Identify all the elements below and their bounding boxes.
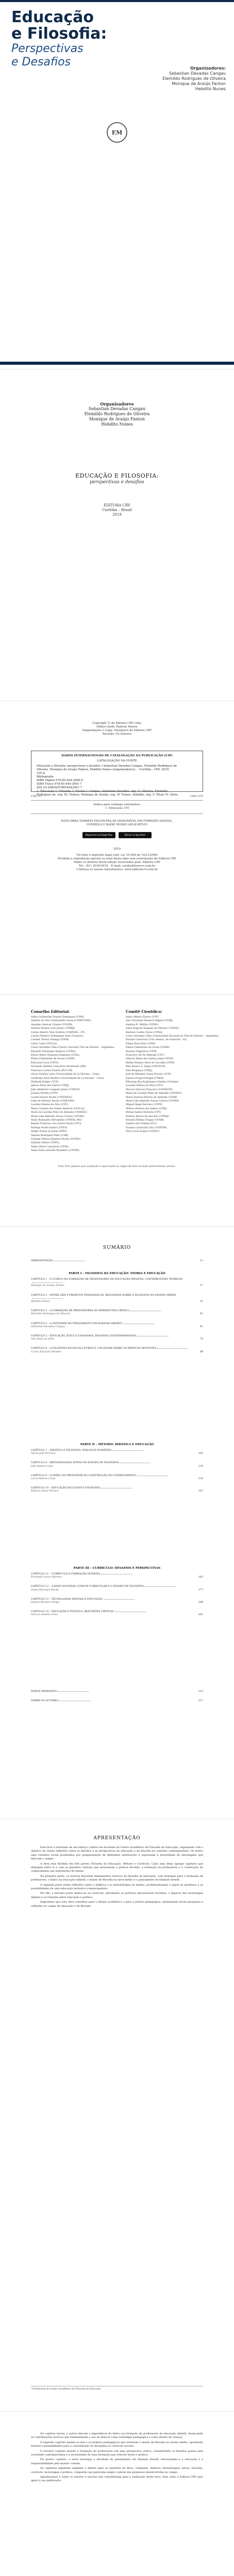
editorial-board-member: Gloria Fariñas León (Universidade de La Havana – Cuba) xyxy=(31,1073,100,1076)
toc-entry-title: CAPÍTULO 7 – DIDÁTICA E FILOSOFIA: DIÁLOGOS POSSÍVEIS xyxy=(31,1449,112,1452)
paragraph: Os capítulos seguintes ampliam o debate para as questões de ética, cidadania, didática, metodologias ativas, inclusão, currículo, tecnologias e política, compondo um panorama amplo e plural das pesquisas desenvolvidas no campo. xyxy=(31,2467,203,2474)
app-note: CONHEÇA E BAIXE NOSSO APLICATIVO! xyxy=(86,823,148,826)
scientific-committee-member: Inês Bragança (UERJ) xyxy=(126,1069,153,1072)
scientific-committee-member: Gláucia Maria dos Santos Jorge (UFOP) xyxy=(126,1058,174,1061)
editorial-board-member: Tania Suely Azevedo Brasileiro (UFOPA) xyxy=(31,1149,79,1153)
editorial-board-member: Josania Portela (UFPI) xyxy=(31,1092,58,1095)
toc-entry[interactable] xyxy=(31,1335,203,1341)
scientific-committee-member: Vera Lucia Gaspar (UDESC) xyxy=(126,1130,160,1133)
scientific-committee-member: Míguel Ángel Barreiro (UFPR) xyxy=(126,1104,162,1107)
toc-entry-page: 61 xyxy=(199,1325,203,1328)
toc-entry-title: CAPÍTULO 14 – EDUCAÇÃO E POLÍTICA: REFLEXÕES CRÍTICAS xyxy=(31,1611,114,1614)
scientific-committee-member: Anna Augusta Sampaio de Oliveira (UNESP) xyxy=(126,1027,179,1030)
scientific-committee-member: Mônica Pereira dos Santos (UFRJ) xyxy=(126,1107,167,1110)
store-badges xyxy=(82,832,152,838)
scientific-committee-list xyxy=(126,1015,219,1134)
toc-entry-page: 119 xyxy=(198,1465,203,1468)
toc-entry-page: 47 xyxy=(199,1313,203,1316)
paragraph: Na primeira parte, os autores discutem fundamentos teóricos da filosofia da educação, com destaque para a formação de professores, o lúdico na educação infantil, o ensino de filosofia no nível médio e o pensamento de Hannah Arendt. xyxy=(31,1874,203,1882)
editorial-board-member: Carlos Alberto Vilar Estêvão (UMINHO – PT) xyxy=(31,1031,85,1034)
scientific-committee-member: José de Ribamar Sousa Pereira (UCB) xyxy=(126,1073,171,1076)
toc-part xyxy=(31,1567,203,1623)
toc-entry-title: CAPÍTULO 10 – EDUCAÇÃO INCLUSIVA E FILOSOFIA xyxy=(31,1487,101,1490)
toc-entry-title: CAPÍTULO 12 – A BASE NACIONAL COMUM CURRICULAR E O ENSINO DE FILOSOFIA xyxy=(31,1585,144,1588)
cip-subheading: CATALOGAÇÃO NA FONTE xyxy=(97,759,137,762)
scientific-committee-member: Rosania Fátima Chagas (UFAM) xyxy=(126,1118,164,1122)
cover-organizer: Hebdito Nunes xyxy=(195,87,226,91)
paragraph: A segunda parte reúne reflexões sobre a didática e as metodologias de ensino, problematizando o papel do professor e as possibilidades de uma educação inclusiva e emancipadora. xyxy=(31,1883,203,1891)
toc-entry-page: 133 xyxy=(198,1478,203,1481)
editorial-board-member: Aldira Guimarães Duarte Domínguez (UNB) xyxy=(31,1016,84,1019)
scientific-committee-member: Altair Alberto Fávero (UPF) xyxy=(126,1016,159,1019)
publisher-logo-text: EM xyxy=(111,129,123,136)
copyright-line: Editor-chefe: Railson Moura xyxy=(96,725,138,728)
index-heading: Índice para catálogo sistemático xyxy=(93,803,141,806)
toc-entry[interactable] xyxy=(31,1611,203,1617)
editorial-board-member: Paulo Romualdo Hernandes (UNIFAL-MG) xyxy=(31,1118,82,1122)
toc-title: SUMÁRIO xyxy=(103,1245,131,1250)
cip-line: ISBN Digital 978-85-444-3000-0 xyxy=(37,779,83,782)
catalog-divider xyxy=(31,800,203,801)
rights-line: Foi feito o depósito legal conf. Lei 10.994 de 14/12/2004 xyxy=(76,854,158,857)
index-item: 1. Educação 370 xyxy=(105,807,129,810)
toc-part-heading: PARTE III – CURRÍCULO: DESAFIOS E PERSPECTIVAS xyxy=(73,1567,161,1570)
toc-entry-author: Maria José Ferreira xyxy=(31,1452,56,1455)
toc-entry-title: CAPÍTULO 11 – CURRÍCULO E FORMAÇÃO HUMANA xyxy=(31,1573,101,1575)
toc-entry-page: 31 xyxy=(199,1300,203,1303)
toc-entry-author: Lucia Helena Costa xyxy=(31,1478,56,1481)
toc-entry-author: Monique de Araújo Fanton xyxy=(31,1284,64,1287)
toc-entry[interactable] xyxy=(31,1260,203,1263)
toc-entry[interactable] xyxy=(31,1462,203,1468)
toc-entry-page: 163 xyxy=(198,1576,203,1579)
cover-organizer: Elemildo Rodrigues de Oliveira xyxy=(162,76,226,81)
cip-line: 1. Educação 2. Filosofia 3. Ensino I. Cangau, Sebastian Devadas. org. II. Oliveira, Elemildo xyxy=(37,790,168,793)
editorial-board-member: Andréia da Silva Quintanilha Sousa (UNIR/UFRN) xyxy=(31,1020,91,1023)
toc-entry-author: Hebdito Nunes xyxy=(31,1300,50,1303)
toc-entry-author: Ana Paula da Silva xyxy=(31,1338,55,1341)
toc-leader xyxy=(112,1450,143,1451)
rights-line: Tel.: (41) 3039-6418 – E-mail: sac@editoracrv.com.br xyxy=(78,865,156,868)
toc-entry-title: APRESENTAÇÃO xyxy=(31,1260,53,1262)
app-store-badge[interactable]: Baixar na App Store xyxy=(119,832,152,838)
toc-entry[interactable] xyxy=(31,1323,203,1329)
editorial-board-member: Guillermo Arias Beatón (Universidade de La Havana – Cuba) xyxy=(31,1077,104,1080)
editorial-board-member: Elizeu Clementino de Souza (UNEB) xyxy=(31,1058,75,1061)
cover-title-line-2: e Filosofia: xyxy=(11,25,107,43)
half-title-heading: EDUCAÇÃO E FILOSOFIA: xyxy=(75,472,159,479)
toc-intro xyxy=(31,1260,203,1269)
editorial-board-member: Sydione Santos (UEPG) xyxy=(31,1142,59,1145)
half-title-org-label: Organizadores xyxy=(100,401,134,406)
editorial-board-member: Carmen Tereza Velanga (UNIR) xyxy=(31,1039,69,1042)
toc-leader xyxy=(157,1348,188,1349)
editorial-board-member: Celso Conti (UFSCar) xyxy=(31,1042,57,1045)
editorial-board-member: Lídia de Oliveira Xavier (UNIEURO) xyxy=(31,1099,75,1103)
toc-entry-page: 105 xyxy=(198,1452,203,1455)
scientific-committee-member: Patrícia Bastos de Azevedo (UFRRJ) xyxy=(126,1115,169,1118)
scientific-committee-member: Maria de Lourdes Pinto de Almeida (UNOESC) xyxy=(126,1092,182,1095)
paragraph: Esperamos que esta obra contribua para o debate acadêmico e para a prática pedagógica, estimulando novas pesquisas e reflexões no campo da educação e da filosofia. xyxy=(31,1901,203,1908)
cover-title xyxy=(11,9,218,69)
editorial-board-member: Maria de Lourdes Pinto de Almeida (UNOESC) xyxy=(31,1111,88,1114)
editorial-board-member: Simone Rodrigues Pinto (UNB) xyxy=(31,1134,69,1137)
peer-review-note: Este livro passou por avaliação e aprovação às cegas de dois ou mais pareceristas ad hoc. xyxy=(58,1165,176,1168)
publisher-city: Curitiba – Brasil xyxy=(102,508,132,512)
editorial-board-member: Renato Francisco dos Santos Paula (UFG) xyxy=(31,1123,81,1126)
toc-entry[interactable] xyxy=(31,1700,203,1703)
editorial-board-member: Tadeu Oliver Gonçalves (UFPA) xyxy=(31,1145,69,1148)
catalog-page xyxy=(0,701,234,989)
presentation-body xyxy=(31,1846,203,1909)
presentation-title: APRESENTAÇÃO xyxy=(93,1836,141,1841)
toc-entry-title: CAPÍTULO 9 – O PAPEL DO PROFESSOR NA CONSTRUÇÃO DO CONHECIMENTO xyxy=(31,1474,137,1477)
scientific-committee-member: Barbara Coelho Neves (UFBA) xyxy=(126,1031,163,1034)
scientific-committee-member: Andréia N. Militão (UEMS) xyxy=(126,1023,159,1026)
editorial-board-heading: Conselho Editorial: xyxy=(31,1009,70,1014)
toc-entry[interactable] xyxy=(31,1310,203,1316)
toc-entry-title: CAPÍTULO 2 – ENTRE LEIS E PROJETOS PEDAGÓGICOS: REFLEXÕES SOBRE A FILOSOFIA NO ENSINO MÉDIO xyxy=(31,1294,176,1297)
paragraph: Este livro é resultado de um esforço coletivo de docentes do Centro Acadêmico de Filosofia da Educação, organizado com o objetivo de reunir reflexões sobre os desafios e as perspectivas da educação e da filosofia no contexto contemporâneo. Os textos aqui reunidos foram produzidos por pesquisadores de diferentes instituições e expressam a diversidade de abordagens que marcam o campo. xyxy=(31,1846,203,1861)
copyright-line: Copyright © da Editora CRV Ltda. xyxy=(92,722,142,725)
editorial-board-member: Sérgio Nunes de Jesus (IFRO) xyxy=(31,1130,67,1133)
scientific-committee-member: Elizeu Clementino de Souza (UNEB) xyxy=(126,1046,170,1049)
scientific-committee-member: Suzana Cavalcanti Lins (UNIFOR) xyxy=(126,1126,167,1129)
toc-entry-title: CAPÍTULO 8 – METODOLOGIAS ATIVAS NO ENSINO DE FILOSOFIA xyxy=(31,1462,119,1465)
editorial-board-member: Rodrigo Pratte-Santos (UFES) xyxy=(31,1126,68,1129)
cover-organizer: Sebastian Devadas Cangau xyxy=(169,71,226,76)
cip-line: Rodrigues de. org. III. Fanton, Monique de Araújo. org. IV. Nunes, Hebdito. org. V. Título VI. Série. xyxy=(37,793,179,796)
half-title-organizer: Monique de Araújo Fanton xyxy=(89,417,145,421)
toc-entry-page: 17 xyxy=(199,1284,203,1287)
cip-line: 220 p. xyxy=(37,772,46,775)
toc-entry-title: CAPÍTULO 13 – TECNOLOGIAS DIGITAIS E EDUCAÇÃO xyxy=(31,1598,103,1601)
toc-entry-title: CAPÍTULO 4 – A ATIVIDADE DO PENSAMENTO EM HANNAH ARENDT xyxy=(31,1322,122,1325)
toc-part xyxy=(31,1443,203,1500)
half-title-page xyxy=(0,369,234,699)
editorial-board-page xyxy=(0,994,234,1221)
scientific-committee-member: Cesar Gerónimo Tello (Universidad Nacional de Três de Febrero – Argentina) xyxy=(126,1035,219,1038)
cover-title-line-1: Educação xyxy=(11,8,94,26)
cip-line: ISBN Físico 978-85-444-3001-7 xyxy=(37,783,82,786)
half-title-imprint xyxy=(0,503,234,517)
toc-entry-author: Carlos Eduardo Mendes xyxy=(31,1350,61,1353)
half-title-organizer: Sebastian Devadas Cangau xyxy=(88,406,146,411)
cover-organizer: Monique de Araújo Fanton xyxy=(172,81,226,86)
scientific-committee-member: Kilwangy Kya Kapitango-a-Samba (Unemat) xyxy=(126,1080,179,1083)
toc-entry-author: João Batista Lima xyxy=(31,1465,53,1468)
presentation-footnote: ¹ Professores do Centro Acadêmico de Filosofia da Educação. xyxy=(31,2386,203,2391)
toc-entry-title: SOBRE OS AUTORES xyxy=(31,1700,59,1703)
scientific-committee-member: Maria Eurácia Barreto de Andrade (UFRB) xyxy=(126,1096,177,1099)
toc-part-heading: PARTE II – MÉTODO: DIDÁTICA E EDUCAÇÃO xyxy=(80,1443,154,1446)
editorial-board-member: Francisco Carlos Duarte (PUC-PR) xyxy=(31,1069,73,1072)
scientific-committee-member: Maria Lília Imbiriba Sousa Colares (UFOPA) xyxy=(126,1099,179,1103)
half-title-organizers xyxy=(0,401,234,427)
publication-year: 2019 xyxy=(112,513,122,517)
toc-entry-page: 217 xyxy=(198,1700,203,1703)
toc-entry[interactable] xyxy=(31,1690,203,1693)
year-line: 2019 xyxy=(113,848,121,851)
editorial-board-member: Cesar Gerónimo Tello (Univer. Nacional Três de Febrero – Argentina) xyxy=(31,1046,114,1049)
editorial-board-member: Helmuth Krüger (UCP) xyxy=(31,1080,59,1083)
cover-organizers xyxy=(118,66,226,92)
editorial-board-member: Eduardo Fernandes Barbosa (UFMG) xyxy=(31,1050,76,1053)
toc-entry[interactable] xyxy=(31,1449,203,1455)
scientific-committee-member: Francisco Ari de Andrade (UFC) xyxy=(126,1054,165,1057)
paragraph: Agradecemos a todos os autores e autoras que contribuíram para a realização deste livro, bem como à Editora CRV pelo apoio à sua publicação. xyxy=(31,2476,203,2483)
toc-part xyxy=(31,1272,203,1360)
editorial-board-member: Anselmo Alencar Colares (UFOPA) xyxy=(31,1023,73,1026)
editorial-board-member: Lourdes Helena da Silva (UFV) xyxy=(31,1104,69,1107)
editorial-board-member: Élsio José Corá (UFFS) xyxy=(31,1061,59,1064)
cip-box xyxy=(31,751,203,796)
scientific-committee-heading: Comitê Científico: xyxy=(126,1009,162,1014)
scientific-committee-member: Marcos Vinicius Francisco (UNOESTE) xyxy=(126,1088,173,1091)
toc-leader xyxy=(32,1282,63,1283)
toc-entry-page: 189 xyxy=(198,1601,203,1604)
editorial-board-member: Antônio Pereira Gaio Júnior (UFRRJ) xyxy=(31,1027,75,1030)
toc-leader xyxy=(58,1691,89,1692)
toc-entry[interactable] xyxy=(31,1475,203,1481)
scientific-committee-member: Sandra Ana Orlindo (ICC) xyxy=(126,1123,157,1126)
toc-entry-page: 177 xyxy=(198,1588,203,1591)
continuation-pages xyxy=(0,2411,234,2576)
cip-line: Bibliografia xyxy=(37,775,54,778)
cdd-code: CDD 370 xyxy=(190,795,203,798)
copyright-line: Diagramação e Capa: Designers da Editora CRV xyxy=(82,729,152,732)
index-block xyxy=(29,803,205,810)
scientific-committee-member: Diosnel Centurion (Univ Americ. de Asunción – Py) xyxy=(126,1039,187,1042)
paragraph: O segundo capítulo analisa as leis e os projetos pedagógicos que orientam o ensino de filosofia no ensino médio, apontando tensões e possibilidades para a consolidação da disciplina no currículo escolar. xyxy=(31,2441,203,2448)
toc-leader xyxy=(145,1586,176,1587)
toc-entry-page: 213 xyxy=(198,1690,203,1693)
cip-line: Educação e filosofia: perspectivas e desafios / Sebastian Devadas Cangau, Elemildo Rodrigues de xyxy=(37,765,177,768)
toc-entry-title: CAPÍTULO 6 – A FILOSOFIA NA ESCOLA PÚBLICA: UM OLHAR SOBRE AS PRÁTICAS DOCENTES xyxy=(31,1347,157,1350)
scientific-committee-member: Helder Buenos Aires de Carvalho (UFPI) xyxy=(126,1061,175,1064)
editorial-board-member: Leonel Severo Rocha (UNISINOS) xyxy=(31,1096,72,1099)
toc-entry[interactable] xyxy=(31,1278,203,1288)
toc-entry-author: Roberto Alves Pereira xyxy=(31,1490,59,1493)
presentation-page xyxy=(0,1819,234,2406)
toc-entry-author: Elemildo Rodrigues de Oliveira xyxy=(31,1313,71,1316)
toc-leader xyxy=(104,1599,135,1600)
cip-heading: DADOS INTERNACIONAIS DE CATALOGAÇÃO NA PUBLICAÇÃO (CIP) xyxy=(61,754,173,757)
copyright-block xyxy=(29,722,205,736)
continuation-body xyxy=(31,2432,203,2484)
rights-line: Proibida a reprodução parcial ou total desta obra sem autorização da Editora CRV xyxy=(57,857,177,860)
cdu-code: CDU 37 xyxy=(31,795,42,798)
rights-line: Todos os direitos desta edição reservados pela: Editora CRV xyxy=(73,861,161,864)
toc-entry-author: Marcos Antônio Silva xyxy=(31,1614,58,1617)
editorial-board-member: Solange Helena Ximenes-Rocha (UFOPA) xyxy=(31,1138,81,1141)
toc-entry-page: 89 xyxy=(199,1350,203,1353)
cip-line: Oliveira, Monique de Araújo Fanton, Hebdito Nunes (organizadores). – Curitiba : CRV, 2019. xyxy=(37,768,170,771)
editorial-board-member: Fernando Antônio Gonçalves Alcoforado (IPB) xyxy=(31,1065,87,1069)
scientific-committee-member: Mirian Santos Ferreira (UFT) xyxy=(126,1111,161,1114)
scientific-committee-member: Ana Chrystina Venancio Mignot (UERJ) xyxy=(126,1020,173,1023)
toc-entry-author: Fernanda Souza Martins xyxy=(31,1576,62,1579)
toc-entry-author: Sebastian Devadas Cangau xyxy=(31,1325,65,1328)
paragraph: O terceiro capítulo aborda a formação de professores sob uma perspectiva crítica, considerando os desafios postos pela sociedade contemporânea e a necessidade de uma formação que articule teoria e prática. xyxy=(31,2449,203,2457)
cover-top-band xyxy=(0,0,234,2)
toc-entry-author: Paulo Henrique Rocha xyxy=(31,1588,59,1591)
table-of-contents-page xyxy=(0,1226,234,1814)
rights-line: Conheça os nossos lançamentos: www.editoracrv.com.br xyxy=(76,868,158,871)
digital-note: ESTA OBRA TAMBÉM ENCONTRA-SE DISPONÍVEL EM FORMATO DIGITAL. xyxy=(61,820,173,823)
paragraph: Por fim, a terceira parte dedica-se ao currículo, abordando as políticas educacionais recentes, o impacto das tecnologias digitais e as relações entre educação e política. xyxy=(31,1892,203,1899)
google-play-badge[interactable]: Disponível no Google Play xyxy=(82,832,115,838)
half-title-organizer: Hebdito Nunes xyxy=(101,422,133,427)
toc-entry[interactable] xyxy=(31,1585,203,1591)
cover-title-line-3: Perspectivas xyxy=(11,42,83,55)
cip-line: DOI 10.24824/978854443001.7 xyxy=(37,786,82,789)
half-title-subtitle: perspectivas e desafios xyxy=(90,480,144,485)
cover-page xyxy=(0,0,234,365)
toc-entry-title: CAPÍTULO 1 – O LÚDICO NA FORMAÇÃO DE PROFESSORES DE EDUCAÇÃO INFANTIL: CONTRIBUIÇÕES TEÓRICAS xyxy=(31,1278,183,1281)
toc-closing xyxy=(31,1690,203,1709)
scientific-committee-member: Lourdes Helena da Silva (UFV) xyxy=(126,1084,163,1088)
toc-entry-title: CAPÍTULO 3 – A FORMAÇÃO DE PROFESSORES NA PERSPECTIVA CRÍTICA xyxy=(31,1310,129,1313)
toc-entry[interactable] xyxy=(31,1347,203,1353)
digital-note-block xyxy=(29,820,205,827)
cover-title-line-4: e Desafios xyxy=(11,56,71,69)
publisher-logo xyxy=(106,122,128,143)
toc-entry-title: CAPÍTULO 5 – EDUCAÇÃO, ÉTICA E CIDADANIA: DESAFIOS CONTEMPORÂNEOS xyxy=(31,1335,137,1338)
toc-entry-title: ÍNDICE REMISSIVO xyxy=(31,1690,57,1693)
cover-bottom-band xyxy=(0,362,234,365)
toc-entry[interactable] xyxy=(31,1487,203,1493)
half-title-organizer: Elemildo Rodrigues de Oliveira xyxy=(84,412,150,416)
publisher-name: EDITORA CRV xyxy=(104,503,130,507)
scientific-committee-member: Eliane Rose Maio (UEM) xyxy=(126,1042,156,1045)
editorial-board-member: Elione Maria Nogueira Diogenes (UFAL) xyxy=(31,1054,80,1057)
editorial-board-member: Maria Lília Imbiriba Sousa Colares (UFOPA) xyxy=(31,1115,85,1118)
editorial-board-member: Maria Cristina dos Santos Bezerra (UFSCar) xyxy=(31,1107,85,1110)
paragraph: No capítulo inicial, a autora discute a importância do lúdico na formação de professores de educação infantil, destacando as contribuições teóricas que fundamentam o uso do brincar como estratégia pedagógica e como direito da criança. xyxy=(31,2432,203,2439)
toc-entry-page: 75 xyxy=(199,1338,203,1341)
scientific-committee-member: Fauston Negreiros (UFPI) xyxy=(126,1050,157,1053)
editorial-board-member: João Adalberto Campato Junior (UNESP) xyxy=(31,1088,80,1091)
rights-block xyxy=(29,854,205,872)
cover-org-label: Organizadores: xyxy=(190,66,226,71)
scientific-committee-member: Jussara Fraga Portugal (UNEB) xyxy=(126,1077,164,1080)
paragraph: A obra está dividida em três partes: Filosofia da Educação, Método e Currículo. Cada uma delas agrupa capítulos que dialogam entre si e com as questões centrais que atravessam a prática docente, a formação de professores e a construção do conhecimento nas instituições de ensino. xyxy=(31,1862,203,1873)
toc-leader xyxy=(32,1298,63,1299)
editorial-board-member: Carlos Federico Dominguez Avila (Unieuro) xyxy=(31,1035,83,1038)
toc-entry[interactable] xyxy=(31,1294,203,1304)
toc-part-heading: PARTE I – FILOSOFIA DA EDUCAÇÃO: TEORIA E EDUCAÇÃO xyxy=(69,1272,165,1275)
toc-entry[interactable] xyxy=(31,1573,203,1579)
copyright-line: Revisão: Os Autores xyxy=(102,733,132,736)
toc-entry-page: 11 xyxy=(199,1260,203,1262)
toc-entry-page: 147 xyxy=(198,1490,203,1493)
toc-entry[interactable] xyxy=(31,1598,203,1604)
editorial-board-member: Jailson Alves dos Santos (UFRJ) xyxy=(31,1084,69,1088)
toc-entry-page: 201 xyxy=(198,1614,203,1617)
scientific-committee-member: Ilma Passos A. Veiga (UNICEUB) xyxy=(126,1065,165,1069)
paragraph: No quarto capítulo, o autor investiga a atividade do pensamento em Hannah Arendt, relacionando-a à educação e à responsabilidade pelo mundo comum. xyxy=(31,2458,203,2465)
editorial-board-list xyxy=(31,1015,114,1153)
toc-entry-author: Juliana Mendes Araújo xyxy=(31,1601,60,1604)
